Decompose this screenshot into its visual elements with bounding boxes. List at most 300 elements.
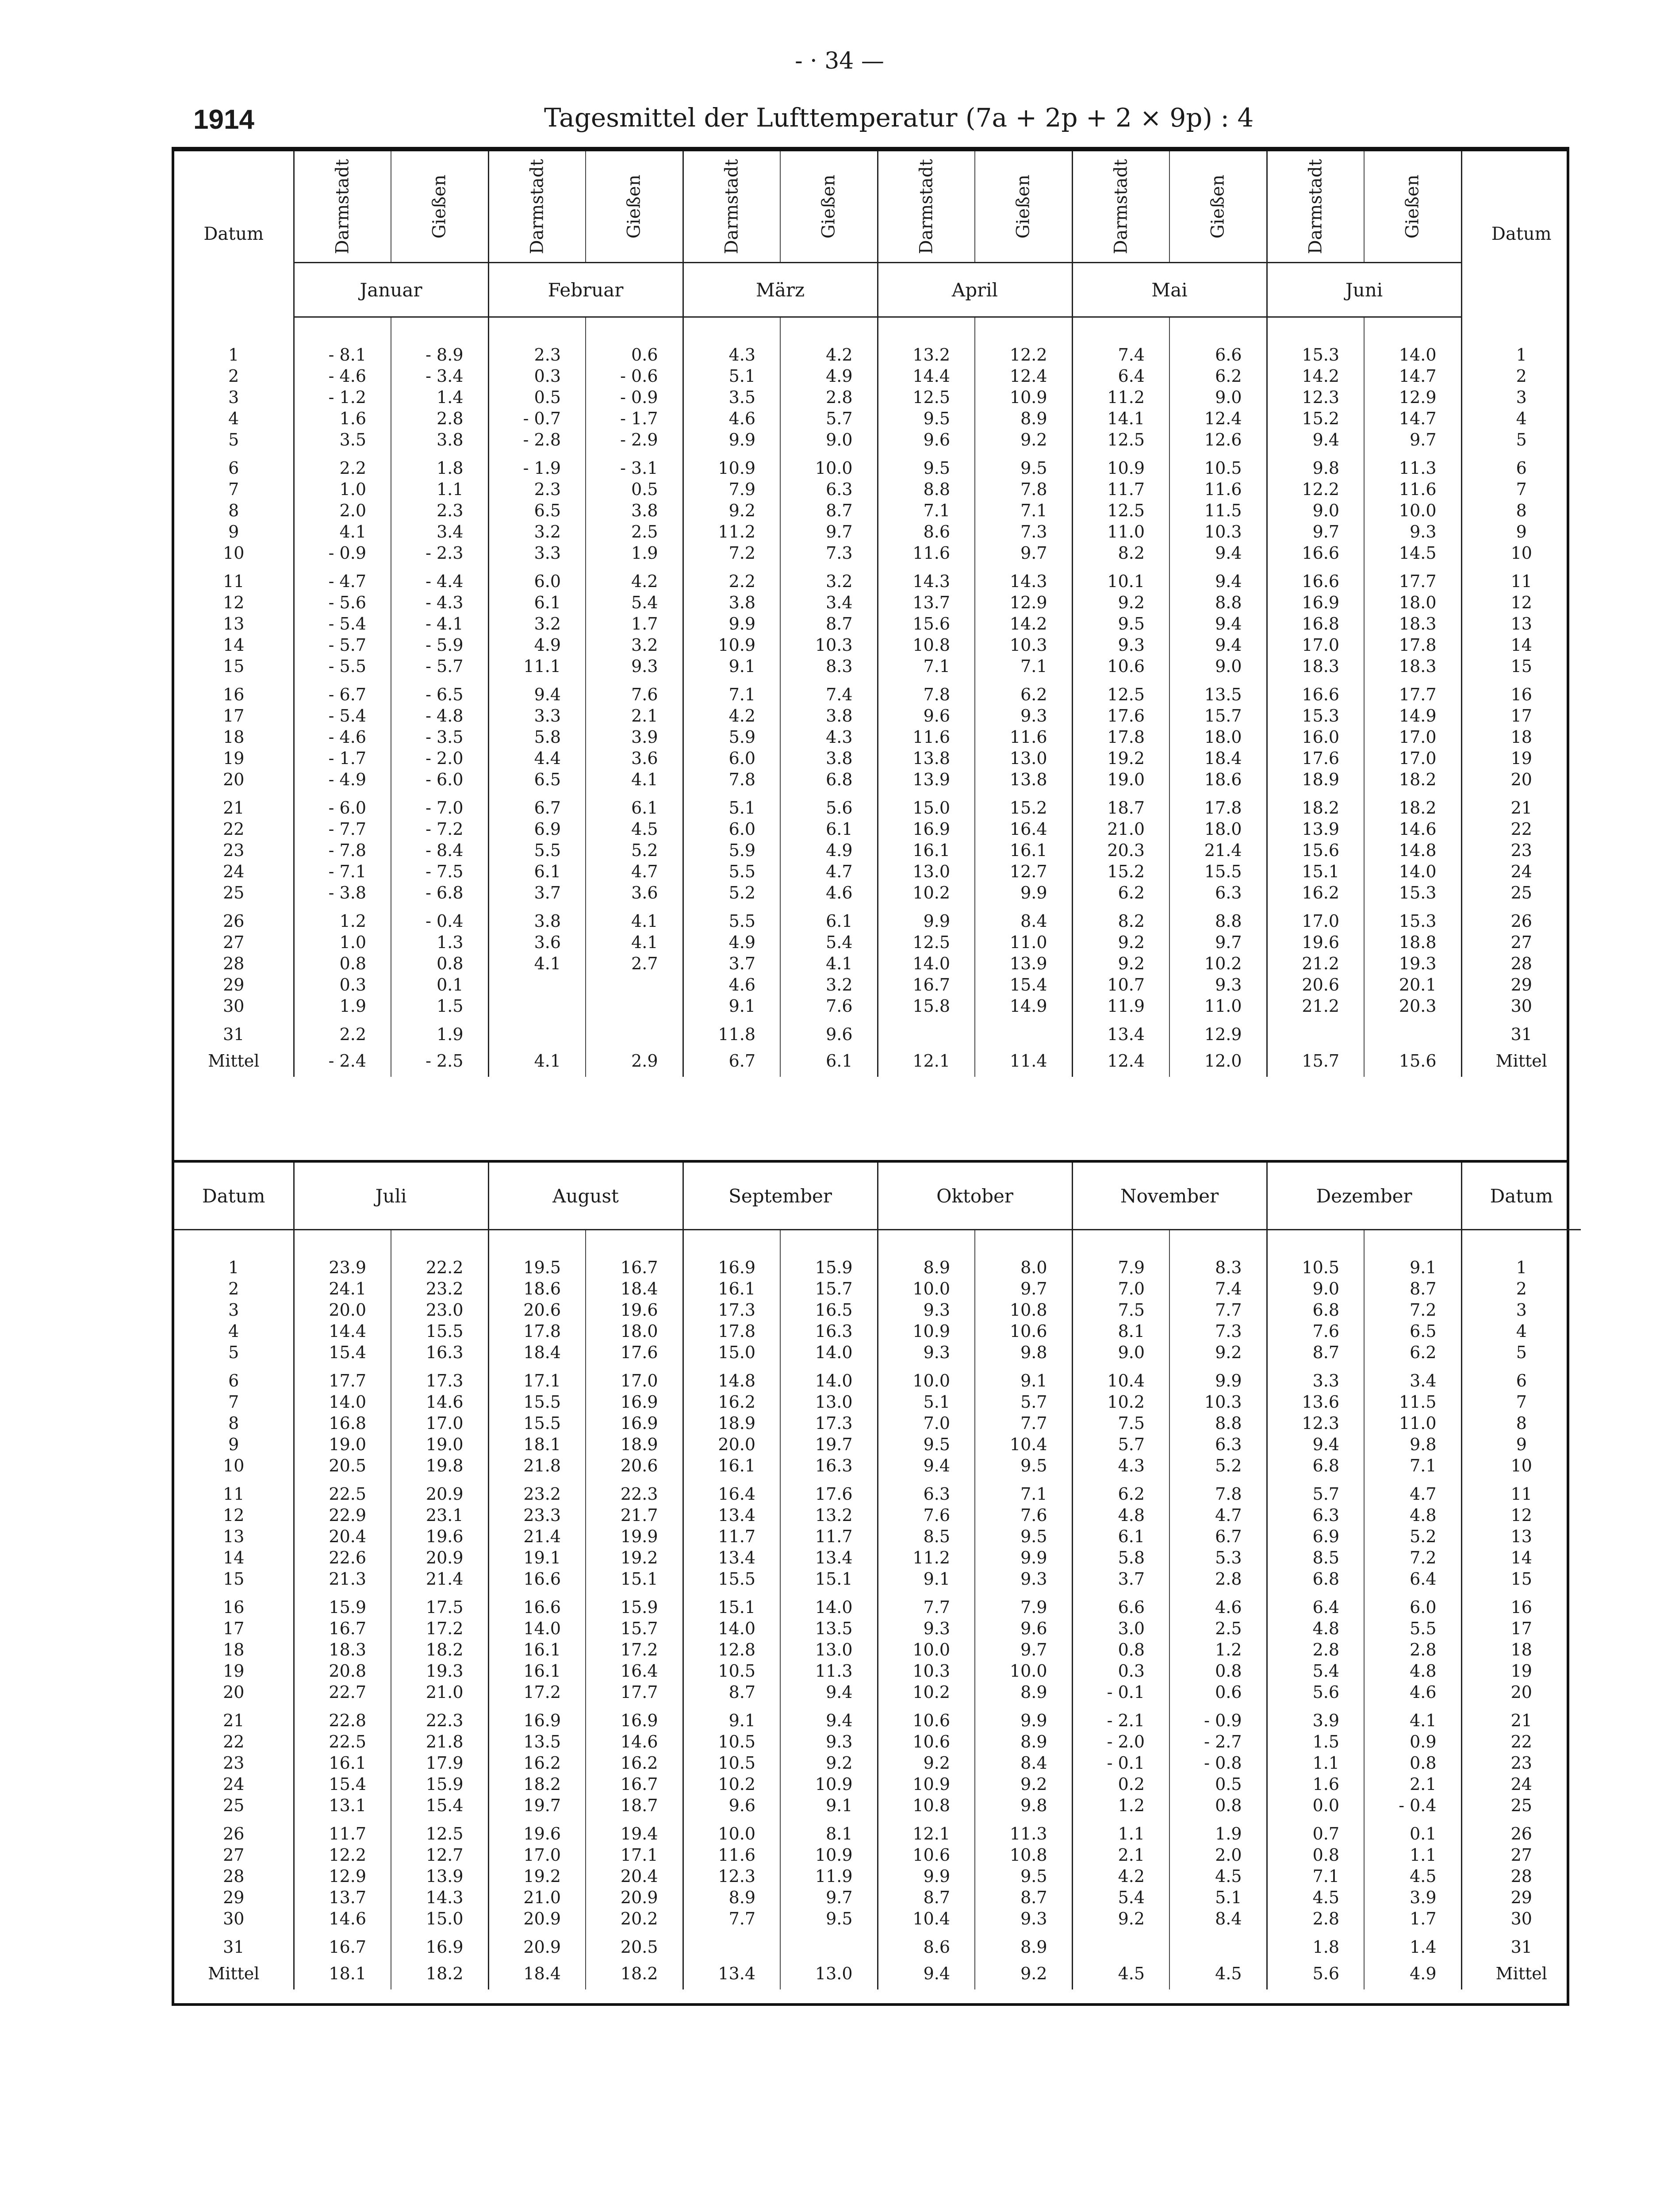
temperature-cell: 0.3	[294, 974, 391, 995]
day-number-right: 19	[1461, 748, 1581, 769]
temperature-cell: 12.2	[975, 344, 1072, 365]
station-name: Darmstadt	[1111, 159, 1131, 254]
day-number-right: 3	[1461, 1299, 1581, 1321]
temperature-cell: 15.6	[878, 613, 975, 634]
temperature-cell: - 8.9	[391, 344, 488, 365]
temperature-cell: 2.0	[294, 500, 391, 521]
day-number-right: 14	[1461, 1547, 1581, 1568]
temperature-cell: 9.4	[1169, 613, 1267, 634]
temperature-cell: 3.6	[586, 748, 683, 769]
temperature-cell: 15.7	[586, 1618, 683, 1639]
temperature-cell: 10.6	[878, 1731, 975, 1752]
temperature-cell: 9.5	[975, 1866, 1072, 1887]
temperature-cell: - 2.8	[488, 429, 586, 450]
day-number-right: 8	[1461, 1413, 1581, 1434]
day-number-right: 21	[1461, 790, 1581, 818]
day-number-right: 4	[1461, 408, 1581, 429]
temperature-cell: 14.8	[1364, 840, 1461, 861]
temperature-cell: 3.4	[780, 592, 878, 613]
table-row	[174, 1017, 1581, 1045]
temperature-cell: - 4.7	[294, 564, 391, 592]
month-header: Oktober	[878, 1163, 1072, 1230]
station-header-darmstadt	[683, 151, 780, 263]
temperature-cell: 17.7	[586, 1682, 683, 1703]
temperature-cell: 9.7	[1169, 932, 1267, 953]
temperature-cell: 20.2	[586, 1908, 683, 1929]
day-number-right: 16	[1461, 1590, 1581, 1618]
temperature-cell: 19.6	[391, 1526, 488, 1547]
temperature-cell: 4.3	[683, 344, 780, 365]
temperature-cell: 14.6	[1364, 818, 1461, 840]
temperature-cell: 13.0	[975, 748, 1072, 769]
temperature-cell: - 5.7	[294, 634, 391, 656]
temperature-cell: 9.9	[975, 1703, 1072, 1731]
temperature-cell: 19.6	[1267, 932, 1364, 953]
temperature-cell: 20.6	[488, 1299, 586, 1321]
temperature-cell: 6.8	[1267, 1455, 1364, 1476]
temperature-cell: 22.9	[294, 1505, 391, 1526]
temperature-cell: 19.0	[391, 1434, 488, 1455]
temperature-cell: 20.4	[294, 1526, 391, 1547]
temperature-cell: 12.8	[683, 1639, 780, 1660]
temperature-cell: 17.0	[586, 1363, 683, 1391]
day-number-right: 9	[1461, 521, 1581, 542]
temperature-cell: 6.3	[878, 1476, 975, 1505]
day-number: 7	[228, 1392, 239, 1412]
day-number-right: 2	[1461, 1278, 1581, 1299]
day-number: 22	[223, 1732, 245, 1751]
table-row	[174, 705, 1581, 726]
temperature-cell: 18.4	[1169, 748, 1267, 769]
temperature-cell: - 8.4	[391, 840, 488, 861]
month-header: Dezember	[1267, 1163, 1461, 1230]
temperature-cell: 20.9	[391, 1476, 488, 1505]
temperature-cell: 16.6	[1267, 677, 1364, 705]
temperature-cell	[975, 1017, 1072, 1045]
temperature-cell: 10.0	[975, 1660, 1072, 1682]
month-header: Februar	[488, 263, 683, 317]
temperature-cell: - 4.3	[391, 592, 488, 613]
day-number-right: 31	[1461, 1929, 1581, 1958]
temperature-cell: 19.3	[391, 1660, 488, 1682]
temperature-cell: 20.9	[391, 1547, 488, 1568]
temperature-cell: 6.4	[1072, 365, 1169, 387]
temperature-cell: 15.0	[878, 790, 975, 818]
temperature-cell: - 5.7	[391, 656, 488, 677]
temperature-cell: 21.8	[391, 1731, 488, 1752]
temperature-cell: 3.2	[780, 974, 878, 995]
temperature-cell: - 5.4	[294, 705, 391, 726]
temperature-cell: 21.0	[391, 1682, 488, 1703]
table-row	[174, 1257, 1581, 1278]
temperature-cell: 7.7	[878, 1590, 975, 1618]
temperature-cell: 7.8	[878, 677, 975, 705]
temperature-cell: 9.0	[1267, 500, 1364, 521]
day-number: 11	[223, 572, 245, 591]
temperature-cell: 5.6	[1267, 1682, 1364, 1703]
temperature-cell: 13.4	[683, 1547, 780, 1568]
temperature-cell: - 2.3	[391, 542, 488, 564]
day-number-right: 18	[1461, 1639, 1581, 1660]
table-row	[174, 521, 1581, 542]
day-number: 5	[228, 430, 239, 449]
temperature-cell: 14.7	[1364, 365, 1461, 387]
temperature-cell: 19.2	[586, 1547, 683, 1568]
temperature-cell: 9.4	[780, 1703, 878, 1731]
temperature-cell: 15.5	[391, 1321, 488, 1342]
temperature-cell: 7.4	[1169, 1278, 1267, 1299]
table-row	[174, 953, 1581, 974]
temperature-cell: 7.1	[975, 500, 1072, 521]
temperature-cell: 3.9	[586, 726, 683, 748]
station-header-giessen	[391, 151, 488, 263]
temperature-cell: 10.5	[683, 1660, 780, 1682]
station-header-giessen	[780, 151, 878, 263]
temperature-cell: 3.7	[488, 882, 586, 903]
temperature-cell: 14.0	[488, 1618, 586, 1639]
temperature-cell	[1267, 1017, 1364, 1045]
temperature-cell: 20.3	[1364, 995, 1461, 1017]
temperature-cell: 13.2	[878, 344, 975, 365]
temperature-cell: 11.7	[780, 1526, 878, 1547]
temperature-cell: 15.5	[488, 1413, 586, 1434]
temperature-cell: 9.2	[1072, 953, 1169, 974]
temperature-cell: 21.4	[391, 1568, 488, 1590]
temperature-cell: 19.7	[488, 1795, 586, 1816]
temperature-cell: - 1.7	[586, 408, 683, 429]
temperature-cell: 6.0	[683, 748, 780, 769]
temperature-cell: 5.4	[1072, 1887, 1169, 1908]
temperature-cell: 16.8	[1267, 613, 1364, 634]
temperature-cell: 23.3	[488, 1505, 586, 1526]
station-name: Darmstadt	[1305, 159, 1326, 254]
temperature-cell: 7.2	[1364, 1299, 1461, 1321]
temperature-cell: - 0.7	[488, 408, 586, 429]
day-number: 31	[223, 1937, 245, 1957]
temperature-cell: 2.3	[391, 500, 488, 521]
temperature-cell: 7.1	[975, 1476, 1072, 1505]
temperature-cell: 7.4	[1072, 344, 1169, 365]
table-row	[174, 564, 1581, 592]
day-number-right: 19	[1461, 1660, 1581, 1682]
day-number: 15	[223, 1569, 245, 1589]
temperature-cell: 7.9	[1072, 1257, 1169, 1278]
table-row	[174, 1816, 1581, 1844]
temperature-cell: 12.3	[683, 1866, 780, 1887]
temperature-cell: 17.5	[391, 1590, 488, 1618]
temperature-cell: 9.3	[1364, 521, 1461, 542]
temperature-cell: - 6.7	[294, 677, 391, 705]
temperature-cell: 5.2	[1169, 1455, 1267, 1476]
temperature-cell: 1.2	[1072, 1795, 1169, 1816]
temperature-cell: 11.5	[1364, 1391, 1461, 1413]
temperature-cell: - 7.2	[391, 818, 488, 840]
temperature-cell: 8.8	[1169, 1413, 1267, 1434]
temperature-cell: 10.5	[1267, 1257, 1364, 1278]
temperature-cell: 13.1	[294, 1795, 391, 1816]
day-number-right: 9	[1461, 1434, 1581, 1455]
temperature-cell: 19.2	[488, 1866, 586, 1887]
temperature-cell: 4.8	[1364, 1505, 1461, 1526]
temperature-cell	[586, 995, 683, 1017]
temperature-cell: 1.7	[1364, 1908, 1461, 1929]
temperature-cell: 16.3	[780, 1455, 878, 1476]
temperature-cell: 22.8	[294, 1703, 391, 1731]
temperature-cell: 16.7	[586, 1774, 683, 1795]
temperature-cell: 8.9	[975, 408, 1072, 429]
temperature-cell: 20.5	[294, 1455, 391, 1476]
temperature-cell: 15.5	[1169, 861, 1267, 882]
table-row	[174, 1795, 1581, 1816]
temperature-cell: 23.2	[488, 1476, 586, 1505]
temperature-cell: 7.7	[683, 1908, 780, 1929]
temperature-cell: 19.1	[488, 1547, 586, 1568]
temperature-cell: - 1.7	[294, 748, 391, 769]
temperature-cell: 0.8	[1169, 1660, 1267, 1682]
temperature-cell: 4.5	[1364, 1866, 1461, 1887]
temperature-cell: 10.9	[780, 1844, 878, 1866]
table-row	[174, 1391, 1581, 1413]
temperature-cell: 13.0	[780, 1391, 878, 1413]
temperature-cell: 13.0	[878, 861, 975, 882]
temperature-cell: 14.3	[975, 564, 1072, 592]
temperature-cell: 10.4	[975, 1434, 1072, 1455]
table-row	[174, 726, 1581, 748]
temperature-cell: 3.7	[1072, 1568, 1169, 1590]
temperature-cell: 9.7	[975, 1278, 1072, 1299]
temperature-cell: 0.8	[1267, 1844, 1364, 1866]
temperature-cell: 1.3	[391, 932, 488, 953]
day-number: 25	[223, 883, 245, 902]
day-number: 16	[223, 1598, 245, 1617]
temperature-cell: - 8.1	[294, 344, 391, 365]
mean-row	[174, 1958, 1581, 1989]
temperature-cell: 0.6	[586, 344, 683, 365]
temperature-cell: 14.6	[294, 1908, 391, 1929]
temperature-cell: 9.3	[975, 1568, 1072, 1590]
temperature-cell: 14.8	[683, 1363, 780, 1391]
table-row	[174, 1590, 1581, 1618]
temperature-cell: 13.7	[294, 1887, 391, 1908]
temperature-cell: 9.6	[878, 429, 975, 450]
temperature-cell: 0.1	[1364, 1816, 1461, 1844]
day-number: 8	[228, 1413, 239, 1433]
temperature-cell: 4.2	[1072, 1866, 1169, 1887]
temperature-cell: 7.1	[1267, 1866, 1364, 1887]
temperature-cell: 3.9	[1267, 1703, 1364, 1731]
day-number: 23	[223, 841, 245, 860]
mean-cell: 13.0	[780, 1958, 878, 1989]
temperature-cell: - 4.6	[294, 726, 391, 748]
temperature-cell: - 5.4	[294, 613, 391, 634]
temperature-cell: 9.1	[780, 1795, 878, 1816]
temperature-cell: 11.2	[1072, 387, 1169, 408]
temperature-cell: 16.1	[878, 840, 975, 861]
table-row	[174, 1887, 1581, 1908]
station-header-darmstadt	[294, 151, 391, 263]
mean-cell: 11.4	[975, 1045, 1072, 1077]
table-row	[174, 429, 1581, 450]
temperature-cell: 10.9	[878, 1774, 975, 1795]
station-name: Darmstadt	[332, 159, 353, 254]
temperature-cell: 9.3	[878, 1618, 975, 1639]
mean-label: Mittel	[208, 1051, 260, 1071]
temperature-cell: 5.9	[683, 726, 780, 748]
temperature-cell: 4.6	[1169, 1590, 1267, 1618]
temperature-cell: 7.5	[1072, 1299, 1169, 1321]
day-number: 1	[228, 345, 239, 365]
temperature-cell: 9.3	[975, 705, 1072, 726]
temperature-cell: 8.9	[683, 1887, 780, 1908]
temperature-cell: 9.7	[780, 521, 878, 542]
table-row	[174, 677, 1581, 705]
page-number: - · 34 —	[795, 48, 884, 74]
temperature-cell: 9.5	[975, 1526, 1072, 1547]
day-number-right: 17	[1461, 1618, 1581, 1639]
temperature-cell: 4.1	[488, 953, 586, 974]
temperature-cell: 6.1	[488, 592, 586, 613]
temperature-cell: 2.5	[586, 521, 683, 542]
temperature-cell: 9.9	[878, 1866, 975, 1887]
day-number-right: 13	[1461, 613, 1581, 634]
temperature-cell: 3.4	[391, 521, 488, 542]
temperature-cell	[780, 1929, 878, 1958]
station-header-darmstadt	[1072, 151, 1169, 263]
day-number: 21	[223, 1711, 245, 1730]
temperature-cell: 9.6	[878, 705, 975, 726]
temperature-cell: 6.3	[1169, 1434, 1267, 1455]
month-header: September	[683, 1163, 878, 1230]
station-name: Gießen	[429, 174, 450, 239]
temperature-cell: 17.0	[1267, 903, 1364, 932]
temperature-cell: 11.0	[1169, 995, 1267, 1017]
temperature-cell	[1072, 1929, 1169, 1958]
temperature-cell: - 3.1	[586, 450, 683, 479]
temperature-cell: 16.6	[488, 1568, 586, 1590]
day-number: 17	[223, 706, 245, 726]
temperature-cell: 16.9	[878, 818, 975, 840]
temperature-cell: 7.3	[1169, 1321, 1267, 1342]
temperature-cell: 6.0	[1364, 1590, 1461, 1618]
temperature-cell: 9.9	[975, 1547, 1072, 1568]
day-number-right: 12	[1461, 592, 1581, 613]
day-number-right: 24	[1461, 1774, 1581, 1795]
temperature-cell: - 6.0	[391, 769, 488, 790]
mean-cell: 6.1	[780, 1045, 878, 1077]
temperature-cell: 7.6	[1267, 1321, 1364, 1342]
temperature-cell: 14.0	[780, 1342, 878, 1363]
day-number: 17	[223, 1619, 245, 1638]
table-row	[174, 542, 1581, 564]
table-row	[174, 1752, 1581, 1774]
temperature-cell: 4.9	[683, 932, 780, 953]
temperature-cell: 16.2	[1267, 882, 1364, 903]
temperature-cell: 9.2	[1072, 592, 1169, 613]
temperature-cell: - 4.8	[391, 705, 488, 726]
temperature-cell: 11.7	[1072, 479, 1169, 500]
temperature-cell: 11.9	[780, 1866, 878, 1887]
temperature-cell: 7.6	[586, 677, 683, 705]
temperature-cell: 9.0	[1169, 656, 1267, 677]
day-number-right: 29	[1461, 974, 1581, 995]
table-row	[174, 1618, 1581, 1639]
temperature-cell: 10.2	[1072, 1391, 1169, 1413]
temperature-cell: 20.8	[294, 1660, 391, 1682]
day-number: 12	[223, 593, 245, 612]
day-number-right: 1	[1461, 344, 1581, 365]
month-header: März	[683, 263, 878, 317]
temperature-cell: 14.9	[975, 995, 1072, 1017]
temperature-cell: 15.9	[294, 1590, 391, 1618]
table-row	[174, 1363, 1581, 1391]
temperature-cell: 5.5	[488, 840, 586, 861]
temperature-cell: 11.5	[1169, 500, 1267, 521]
temperature-cell: 18.0	[586, 1321, 683, 1342]
temperature-cell: 6.1	[780, 903, 878, 932]
temperature-cell: 8.8	[878, 479, 975, 500]
temperature-cell: 8.7	[1267, 1342, 1364, 1363]
temperature-cell: 18.3	[1364, 656, 1461, 677]
temperature-cell: 2.7	[586, 953, 683, 974]
temperature-cell: 18.7	[586, 1795, 683, 1816]
temperature-cell: 4.6	[683, 408, 780, 429]
temperature-cell: 14.3	[391, 1887, 488, 1908]
temperature-cell: 9.2	[975, 429, 1072, 450]
temperature-cell: 22.3	[586, 1476, 683, 1505]
table-row	[174, 840, 1581, 861]
table-row	[174, 1526, 1581, 1547]
temperature-cell	[1364, 1017, 1461, 1045]
temperature-cell: 1.9	[294, 995, 391, 1017]
temperature-cell: 6.0	[683, 818, 780, 840]
temperature-cell: 9.8	[1267, 450, 1364, 479]
temperature-cell: 10.8	[975, 1299, 1072, 1321]
day-number-right: 14	[1461, 634, 1581, 656]
temperature-cell: 0.0	[1267, 1795, 1364, 1816]
temperature-cell: 4.5	[1267, 1887, 1364, 1908]
temperature-cell: 9.0	[1267, 1278, 1364, 1299]
temperature-cell: - 2.9	[586, 429, 683, 450]
temperature-cell: 17.8	[1072, 726, 1169, 748]
temperature-cell: 9.2	[1072, 1908, 1169, 1929]
temperature-cell: 9.2	[878, 1752, 975, 1774]
temperature-cell: 12.5	[1072, 429, 1169, 450]
table-row	[174, 995, 1581, 1017]
temperature-cell: - 2.0	[391, 748, 488, 769]
day-number: 18	[223, 727, 245, 747]
temperature-cell: 2.8	[780, 387, 878, 408]
table-row	[174, 1413, 1581, 1434]
temperature-cell: 12.2	[294, 1844, 391, 1866]
table-row	[174, 932, 1581, 953]
temperature-cell: 19.5	[488, 1257, 586, 1278]
temperature-cell: 6.5	[1364, 1321, 1461, 1342]
temperature-cell: 8.7	[975, 1887, 1072, 1908]
temperature-cell: 16.1	[975, 840, 1072, 861]
temperature-cell: 13.9	[1267, 818, 1364, 840]
temperature-cell: 22.5	[294, 1731, 391, 1752]
temperature-cell: 8.9	[878, 1257, 975, 1278]
temperature-cell: 1.2	[1169, 1639, 1267, 1660]
temperature-cell: 10.3	[1169, 521, 1267, 542]
day-number: 30	[223, 1909, 245, 1928]
day-number: 1	[228, 1258, 239, 1277]
temperature-cell: 6.4	[1364, 1568, 1461, 1590]
temperature-cell: 11.8	[683, 1017, 780, 1045]
temperature-cell: 11.7	[294, 1816, 391, 1844]
day-number: 9	[228, 522, 239, 541]
temperature-cell: - 0.9	[586, 387, 683, 408]
